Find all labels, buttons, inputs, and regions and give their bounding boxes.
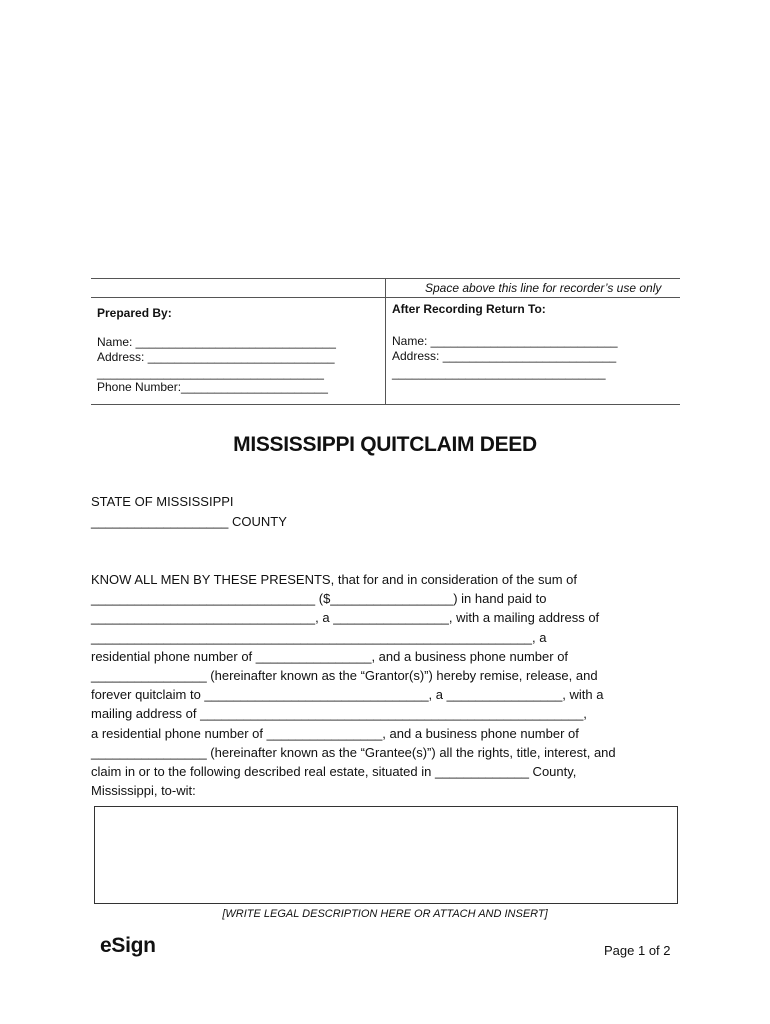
prepared-by-address2-field[interactable]: __________________________________ xyxy=(97,366,324,380)
paragraph-line[interactable]: claim in or to the following described real estate, situated in _____________ County, xyxy=(91,764,577,780)
recorder-divider xyxy=(385,278,386,405)
return-to-name-field[interactable]: Name: ____________________________ xyxy=(392,334,618,348)
prepared-by-address-field[interactable]: Address: ____________________________ xyxy=(97,350,335,364)
return-to-address2-field[interactable]: ________________________________ xyxy=(392,366,606,380)
return-to-address-field[interactable]: Address: __________________________ xyxy=(392,349,617,363)
prepared-by-name-field[interactable]: Name: ______________________________ xyxy=(97,335,336,349)
paragraph-line[interactable]: mailing address of _____________________________________________________, xyxy=(91,706,587,722)
page-number: Page 1 of 2 xyxy=(604,943,671,958)
legal-description-caption: [WRITE LEGAL DESCRIPTION HERE OR ATTACH AND INSERT] xyxy=(222,908,548,920)
county-field[interactable]: ___________________ COUNTY xyxy=(91,514,287,529)
paragraph-line[interactable]: forever quitclaim to _______________________________, a ________________, with a xyxy=(91,687,604,703)
document-title: MISSISSIPPI QUITCLAIM DEED xyxy=(233,433,537,456)
return-to-label: After Recording Return To: xyxy=(392,302,546,316)
paragraph-line[interactable]: ________________ (hereinafter known as the “Grantor(s)”) hereby remise, release, and xyxy=(91,668,598,684)
paragraph-line[interactable]: _______________________________ ($_________________) in hand paid to xyxy=(91,591,547,607)
state-line: STATE OF MISSISSIPPI xyxy=(91,494,234,509)
prepared-by-label: Prepared By: xyxy=(97,306,172,320)
legal-description-box[interactable] xyxy=(94,806,678,904)
paragraph-line[interactable]: _______________________________, a ________________, with a mailing address of xyxy=(91,610,600,626)
paragraph-line[interactable]: _____________________________________________________________, a xyxy=(91,629,547,645)
paragraph-line[interactable]: residential phone number of ________________, and a business phone number of xyxy=(91,648,569,664)
recorder-bottom-line xyxy=(91,404,680,405)
esign-logo: eSign xyxy=(100,934,156,957)
paragraph-line: KNOW ALL MEN BY THESE PRESENTS, that for and in consideration of the sum of xyxy=(91,572,578,587)
paragraph-line: Mississippi, to-wit: xyxy=(91,783,196,799)
prepared-by-phone-field[interactable]: Phone Number:______________________ xyxy=(97,380,328,394)
paragraph-line[interactable]: ________________ (hereinafter known as the “Grantee(s)”) all the rights, title, interest, and xyxy=(91,744,616,760)
conveyance-paragraph xyxy=(91,570,691,800)
recorder-note: Space above this line for recorder’s use only xyxy=(425,281,662,295)
paragraph-line[interactable]: a residential phone number of ________________, and a business phone number of xyxy=(91,725,579,741)
